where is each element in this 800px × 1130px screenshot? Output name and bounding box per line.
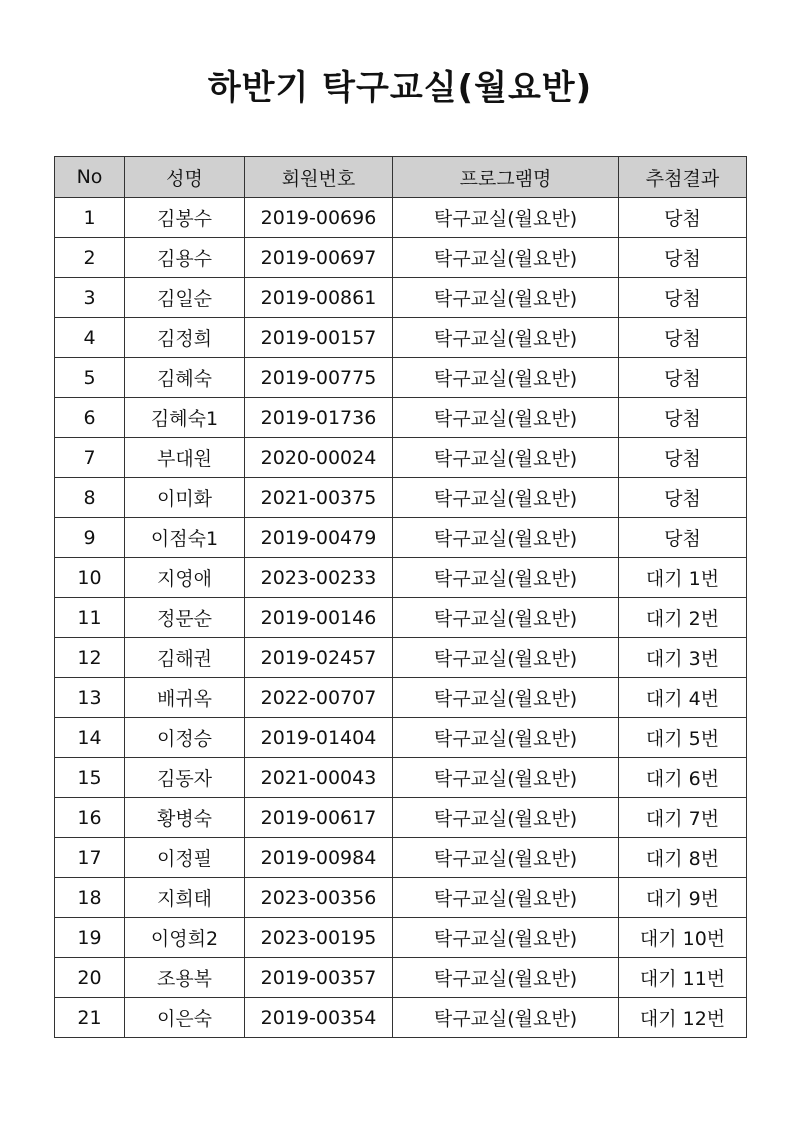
lottery-results-table	[54, 156, 747, 1038]
cell-draw-result: 대기 9번	[619, 878, 747, 918]
cell-name: 부대원	[125, 438, 245, 478]
table-row	[55, 198, 747, 238]
header-member-number: 회원번호	[245, 157, 393, 198]
cell-program-name: 탁구교실(월요반)	[393, 478, 619, 518]
table-header	[55, 157, 747, 198]
cell-program-name: 탁구교실(월요반)	[393, 958, 619, 998]
cell-no: 12	[55, 638, 125, 678]
cell-member-number: 2019-01736	[245, 398, 393, 438]
cell-member-number: 2019-00354	[245, 998, 393, 1038]
cell-name: 지희태	[125, 878, 245, 918]
cell-program-name: 탁구교실(월요반)	[393, 518, 619, 558]
table-body	[55, 198, 747, 1038]
cell-program-name: 탁구교실(월요반)	[393, 598, 619, 638]
cell-program-name: 탁구교실(월요반)	[393, 638, 619, 678]
cell-no: 11	[55, 598, 125, 638]
cell-name: 이점숙1	[125, 518, 245, 558]
cell-member-number: 2019-00146	[245, 598, 393, 638]
table-row	[55, 718, 747, 758]
cell-name: 지영애	[125, 558, 245, 598]
cell-program-name: 탁구교실(월요반)	[393, 358, 619, 398]
header-no: No	[55, 157, 125, 198]
cell-program-name: 탁구교실(월요반)	[393, 878, 619, 918]
cell-member-number: 2019-00157	[245, 318, 393, 358]
cell-member-number: 2019-02457	[245, 638, 393, 678]
cell-member-number: 2021-00375	[245, 478, 393, 518]
cell-draw-result: 대기 7번	[619, 798, 747, 838]
cell-name: 이정승	[125, 718, 245, 758]
table-row	[55, 438, 747, 478]
cell-draw-result: 당첨	[619, 398, 747, 438]
cell-program-name: 탁구교실(월요반)	[393, 838, 619, 878]
cell-program-name: 탁구교실(월요반)	[393, 438, 619, 478]
lottery-results-table-wrap	[54, 156, 746, 1038]
table-row	[55, 598, 747, 638]
cell-draw-result: 당첨	[619, 478, 747, 518]
cell-no: 8	[55, 478, 125, 518]
cell-program-name: 탁구교실(월요반)	[393, 918, 619, 958]
table-row	[55, 318, 747, 358]
cell-member-number: 2019-00617	[245, 798, 393, 838]
table-row	[55, 918, 747, 958]
cell-draw-result: 당첨	[619, 518, 747, 558]
cell-member-number: 2019-00697	[245, 238, 393, 278]
cell-member-number: 2019-00775	[245, 358, 393, 398]
cell-program-name: 탁구교실(월요반)	[393, 398, 619, 438]
table-row	[55, 518, 747, 558]
cell-program-name: 탁구교실(월요반)	[393, 758, 619, 798]
header-name: 성명	[125, 157, 245, 198]
cell-draw-result: 대기 10번	[619, 918, 747, 958]
cell-member-number: 2023-00233	[245, 558, 393, 598]
cell-draw-result: 당첨	[619, 238, 747, 278]
cell-name: 이미화	[125, 478, 245, 518]
cell-program-name: 탁구교실(월요반)	[393, 678, 619, 718]
cell-no: 20	[55, 958, 125, 998]
table-row	[55, 758, 747, 798]
cell-name: 이영희2	[125, 918, 245, 958]
cell-program-name: 탁구교실(월요반)	[393, 798, 619, 838]
cell-no: 4	[55, 318, 125, 358]
cell-draw-result: 당첨	[619, 318, 747, 358]
table-row	[55, 958, 747, 998]
header-draw-result: 추첨결과	[619, 157, 747, 198]
cell-member-number: 2021-00043	[245, 758, 393, 798]
cell-member-number: 2022-00707	[245, 678, 393, 718]
cell-program-name: 탁구교실(월요반)	[393, 558, 619, 598]
cell-member-number: 2019-00479	[245, 518, 393, 558]
cell-draw-result: 대기 4번	[619, 678, 747, 718]
cell-no: 21	[55, 998, 125, 1038]
cell-draw-result: 당첨	[619, 198, 747, 238]
cell-no: 9	[55, 518, 125, 558]
cell-draw-result: 당첨	[619, 358, 747, 398]
cell-name: 배귀옥	[125, 678, 245, 718]
table-row	[55, 358, 747, 398]
cell-no: 15	[55, 758, 125, 798]
cell-no: 19	[55, 918, 125, 958]
cell-name: 김혜숙1	[125, 398, 245, 438]
cell-draw-result: 대기 12번	[619, 998, 747, 1038]
cell-member-number: 2023-00356	[245, 878, 393, 918]
cell-no: 16	[55, 798, 125, 838]
cell-draw-result: 대기 11번	[619, 958, 747, 998]
header-program-name: 프로그램명	[393, 157, 619, 198]
cell-name: 김혜숙	[125, 358, 245, 398]
cell-no: 1	[55, 198, 125, 238]
table-row	[55, 638, 747, 678]
cell-no: 10	[55, 558, 125, 598]
cell-name: 김해권	[125, 638, 245, 678]
cell-no: 17	[55, 838, 125, 878]
cell-member-number: 2023-00195	[245, 918, 393, 958]
table-row	[55, 798, 747, 838]
cell-name: 김정희	[125, 318, 245, 358]
table-row	[55, 878, 747, 918]
cell-name: 이은숙	[125, 998, 245, 1038]
cell-no: 7	[55, 438, 125, 478]
cell-draw-result: 당첨	[619, 438, 747, 478]
cell-program-name: 탁구교실(월요반)	[393, 718, 619, 758]
cell-member-number: 2019-00357	[245, 958, 393, 998]
cell-draw-result: 대기 1번	[619, 558, 747, 598]
cell-no: 5	[55, 358, 125, 398]
cell-program-name: 탁구교실(월요반)	[393, 198, 619, 238]
cell-draw-result: 대기 2번	[619, 598, 747, 638]
cell-name: 조용복	[125, 958, 245, 998]
cell-program-name: 탁구교실(월요반)	[393, 278, 619, 318]
table-row	[55, 558, 747, 598]
table-row	[55, 838, 747, 878]
cell-name: 김용수	[125, 238, 245, 278]
cell-program-name: 탁구교실(월요반)	[393, 318, 619, 358]
cell-member-number: 2019-00984	[245, 838, 393, 878]
cell-program-name: 탁구교실(월요반)	[393, 998, 619, 1038]
header-row	[55, 157, 747, 198]
table-row	[55, 478, 747, 518]
cell-name: 황병숙	[125, 798, 245, 838]
cell-draw-result: 당첨	[619, 278, 747, 318]
cell-draw-result: 대기 6번	[619, 758, 747, 798]
cell-name: 김일순	[125, 278, 245, 318]
table-row	[55, 998, 747, 1038]
cell-draw-result: 대기 5번	[619, 718, 747, 758]
cell-program-name: 탁구교실(월요반)	[393, 238, 619, 278]
cell-draw-result: 대기 3번	[619, 638, 747, 678]
table-row	[55, 238, 747, 278]
cell-draw-result: 대기 8번	[619, 838, 747, 878]
cell-no: 2	[55, 238, 125, 278]
cell-member-number: 2019-00696	[245, 198, 393, 238]
table-row	[55, 398, 747, 438]
table-row	[55, 278, 747, 318]
cell-member-number: 2019-01404	[245, 718, 393, 758]
cell-no: 13	[55, 678, 125, 718]
page-title: 하반기 탁구교실(월요반)	[207, 68, 593, 108]
cell-name: 정문순	[125, 598, 245, 638]
cell-no: 18	[55, 878, 125, 918]
cell-name: 김봉수	[125, 198, 245, 238]
cell-no: 3	[55, 278, 125, 318]
cell-member-number: 2020-00024	[245, 438, 393, 478]
cell-name: 이정필	[125, 838, 245, 878]
table-row	[55, 678, 747, 718]
cell-name: 김동자	[125, 758, 245, 798]
cell-member-number: 2019-00861	[245, 278, 393, 318]
cell-no: 6	[55, 398, 125, 438]
cell-no: 14	[55, 718, 125, 758]
